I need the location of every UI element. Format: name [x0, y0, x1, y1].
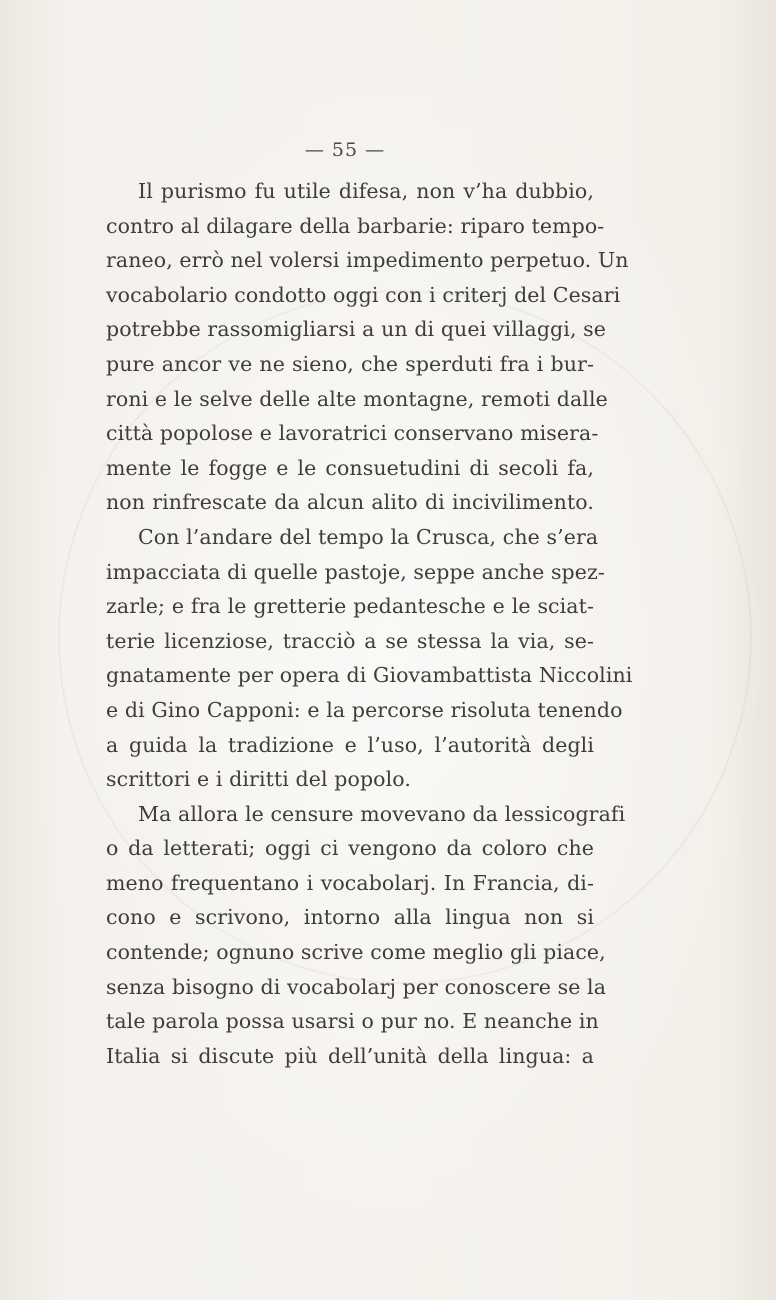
paragraph: [106, 174, 629, 520]
text-line: gnatamente per opera di Giovambattista Niccolini: [106, 663, 633, 688]
text-line: mente le fogge e le consuetudini di secoli fa,: [106, 455, 594, 480]
text-line: pure ancor ve ne sieno, che sperduti fra i bur-: [106, 351, 594, 376]
page-number: — 55 —: [304, 139, 386, 161]
text-line: senza bisogno di vocabolarj per conoscere se la: [106, 974, 607, 999]
text-line: potrebbe rassomigliarsi a un di quei villaggi, se: [106, 317, 607, 342]
text-line: meno frequentano i vocabolarj. In Francia, di-: [106, 870, 594, 895]
text-line: scrittori e i diritti del popolo.: [106, 767, 411, 792]
text-line: vocabolario condotto oggi con i criterj del Cesari: [106, 282, 621, 307]
text-line: città popolose e lavoratrici conservano misera-: [106, 421, 599, 446]
text-line: contro al dilagare della barbarie: riparo tempo-: [106, 213, 605, 238]
text-line: o da letterati; oggi ci vengono da coloro che: [106, 836, 594, 861]
text-line: cono e scrivono, intorno alla lingua non si: [106, 905, 594, 930]
text-line: e di Gino Capponi: e la percorse risoluta tenendo: [106, 697, 623, 722]
text-line: terie licenziose, tracciò a se stessa la via, se-: [106, 628, 594, 653]
paragraph: [106, 520, 633, 797]
text-line: Ma allora le censure movevano da lessicografi: [138, 801, 626, 826]
text-line: Italia si discute più dell’unità della lingua: a: [106, 1043, 594, 1068]
text-line: non rinfrescate da alcun alito di incivilimento.: [106, 490, 594, 515]
text-line: raneo, errò nel volersi impedimento perpetuo. Un: [106, 248, 629, 273]
text-line: impacciata di quelle pastoje, seppe anche spez-: [106, 559, 605, 584]
text-line: tale parola possa usarsi o pur no. E neanche in: [106, 1009, 599, 1034]
text-line: zarle; e fra le gretterie pedantesche e le sciat-: [106, 594, 594, 619]
text-line: Il purismo fu utile difesa, non v’ha dubbio,: [138, 179, 594, 203]
body-text: [106, 174, 633, 1073]
paragraph: [106, 797, 626, 1074]
text-line: Con l’andare del tempo la Crusca, che s’era: [138, 524, 599, 549]
text-line: roni e le selve delle alte montagne, remoti dalle: [106, 386, 608, 411]
text-line: a guida la tradizione e l’uso, l’autorità degli: [106, 732, 594, 757]
text-line: contende; ognuno scrive come meglio gli piace,: [106, 940, 606, 965]
